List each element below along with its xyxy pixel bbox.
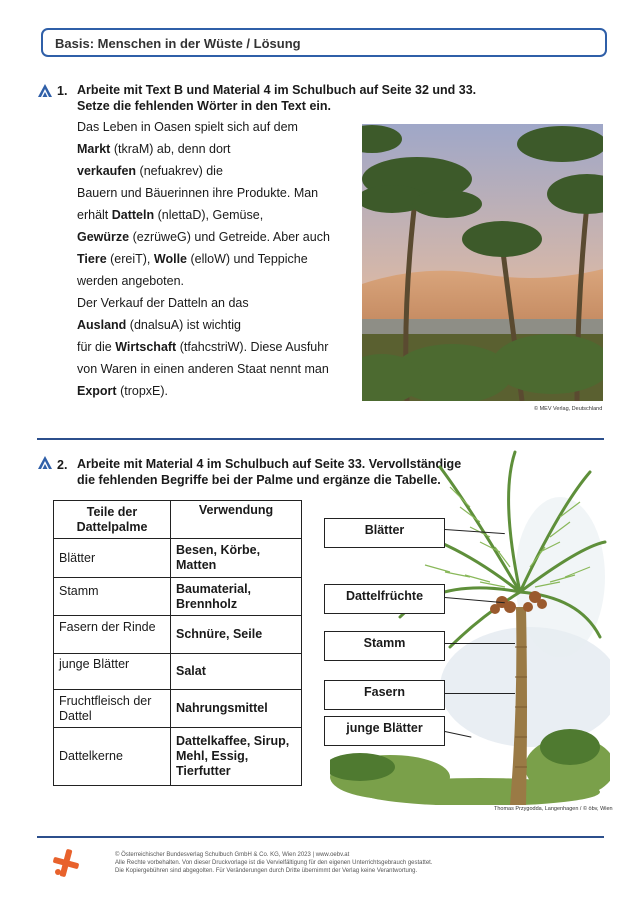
table-cell-use: Schnüre, Seile <box>171 616 302 654</box>
table-cell-use: Nahrungsmittel <box>171 690 302 728</box>
table-cell-part: Blätter <box>54 539 171 578</box>
cloze-answer: Export <box>77 384 117 398</box>
task-triangle-icon <box>38 456 52 469</box>
palm-parts-table <box>53 500 302 786</box>
cloze-text: Das Leben in Oasen spielt sich auf dem <box>77 120 298 134</box>
leader-line <box>445 643 515 644</box>
table-header-row <box>54 501 302 539</box>
task2-title-line2: die fehlenden Begriffe bei der Palme und ergänze die Tabelle. <box>77 473 441 487</box>
palm-label-dates: Dattelfrüchte <box>324 584 445 614</box>
table-cell-part: Fruchtfleisch der Dattel <box>54 690 171 728</box>
table-header-use: Verwendung <box>171 501 302 539</box>
cloze-text: Bauern und Bäuerinnen ihre Produkte. Man <box>77 186 319 200</box>
page-header <box>41 28 607 57</box>
cloze-text-line <box>77 384 168 398</box>
cloze-text-line <box>77 274 184 288</box>
section-divider <box>37 438 604 440</box>
table-cell-part: Dattelkerne <box>54 728 171 786</box>
cloze-text-line <box>77 252 308 266</box>
task1-title-line1: Arbeite mit Text B und Material 4 im Schulbuch auf Seite 32 und 33. <box>77 83 477 97</box>
cloze-text: (ezrüweG) und Getreide. Aber auch <box>129 230 330 244</box>
palm-label-young-leaves: junge Blätter <box>324 716 445 746</box>
cloze-text: (nefuakrev) die <box>136 164 223 178</box>
table-row <box>54 578 302 616</box>
oasis-photo <box>362 124 603 401</box>
cloze-text: von Waren in einen anderen Staat nennt man <box>77 362 329 376</box>
photo-credit: © MEV Verlag, Deutschland <box>534 406 603 412</box>
table-row <box>54 539 302 578</box>
cloze-text-line <box>77 230 330 244</box>
cloze-text: für die <box>77 340 116 354</box>
table-row <box>54 690 302 728</box>
table-cell-use: Salat <box>171 654 302 690</box>
cloze-text-line <box>77 142 231 156</box>
table-row <box>54 654 302 690</box>
leader-line <box>445 693 515 694</box>
task1-title-line2: Setze die fehlenden Wörter in den Text ein. <box>77 99 331 113</box>
cloze-answer: Markt <box>77 142 111 156</box>
cloze-text: (dnalsuA) ist wichtig <box>126 318 241 332</box>
footer-divider <box>37 836 604 838</box>
table-cell-use: Besen, Körbe, Matten <box>171 539 302 578</box>
cloze-text-line <box>77 186 318 200</box>
page-title: Basis: Menschen in der Wüste / Lösung <box>55 36 301 51</box>
cloze-answer: Datteln <box>111 208 155 222</box>
cloze-text-line <box>77 318 241 332</box>
table-cell-part: junge Blätter <box>54 654 171 690</box>
task2-number: 2. <box>57 458 68 472</box>
cloze-text: (ereiT), <box>106 252 154 266</box>
cloze-text: (nlettaD), Gemüse, <box>154 208 264 222</box>
table-header-part: Teile der Dattelpalme <box>54 501 171 539</box>
cloze-text-line <box>77 340 328 354</box>
cloze-answer: Tiere <box>77 252 107 266</box>
task2-title-line1: Arbeite mit Material 4 im Schulbuch auf Seite 33. Vervollständige <box>77 457 462 471</box>
cloze-answer: Wirtschaft <box>115 340 177 354</box>
table-cell-part: Fasern der Rinde <box>54 616 171 654</box>
table-cell-use: Dattelkaffee, Sirup, Mehl, Essig, Tierfutter <box>171 728 302 786</box>
cloze-answer: Gewürze <box>77 230 130 244</box>
cloze-text: (tkraM) ab, denn dort <box>110 142 231 156</box>
date-palm-illustration <box>330 447 610 805</box>
cloze-text-line <box>77 362 329 376</box>
palm-label-fibers: Fasern <box>324 680 445 710</box>
cloze-answer: Ausland <box>77 318 127 332</box>
table-row <box>54 728 302 786</box>
cloze-text: Der Verkauf der Datteln an das <box>77 296 249 310</box>
cloze-text: werden angeboten. <box>77 274 185 288</box>
cloze-text: (elloW) und Teppiche <box>187 252 308 266</box>
palm-label-leaves: Blätter <box>324 518 445 548</box>
task1-number: 1. <box>57 84 68 98</box>
table-row <box>54 616 302 654</box>
cloze-text: (tropxE). <box>116 384 168 398</box>
cloze-text: (tfahcstriW). Diese Ausfuhr <box>176 340 329 354</box>
table-cell-use: Baumaterial, Brennholz <box>171 578 302 616</box>
cloze-text: erhält <box>77 208 112 222</box>
cloze-text-line <box>77 296 249 310</box>
cloze-answer: Wolle <box>153 252 187 266</box>
cloze-text-line <box>77 120 298 134</box>
publisher-logo-icon <box>53 849 79 877</box>
palm-label-trunk: Stamm <box>324 631 445 661</box>
table-cell-part: Stamm <box>54 578 171 616</box>
cloze-answer: verkaufen <box>77 164 137 178</box>
cloze-text-line <box>77 208 263 222</box>
footer-rights: Alle Rechte vorbehalten. Von dieser Druckvorlage ist die Vervielfältigung für den eigenen Unterrichtsgebrauch gestattet. <box>115 860 433 866</box>
task-triangle-icon <box>38 84 52 97</box>
cloze-text-line <box>77 164 223 178</box>
illustration-credit: Thomas Przygodda, Langenhagen / © öbv, Wien <box>494 806 613 812</box>
footer-copyright: © Österreichischer Bundesverlag Schulbuch GmbH & Co. KG, Wien 2023 | www.oebv.at <box>115 852 350 858</box>
footer-disclaimer: Die Kopiergebühren sind abgegolten. Für Veränderungen durch Dritte übernimmt der Verlag keine Verantwortung. <box>115 868 418 874</box>
